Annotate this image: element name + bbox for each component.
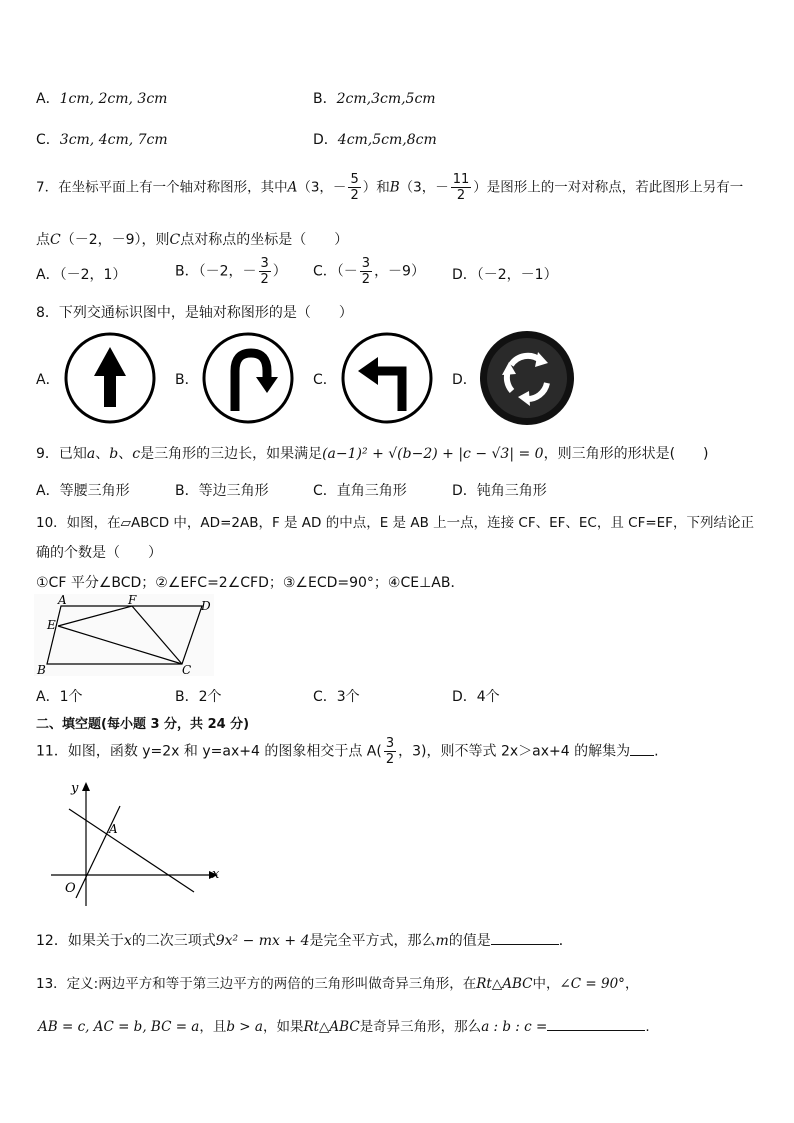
fig-label-b: B [37,663,46,676]
q9-text: 9．已知 [36,446,87,462]
function-graph-figure [44,776,224,912]
fraction-numerator: 3 [361,256,371,271]
q7-option-c-text: C．（－ [313,263,358,280]
q7-line1 [36,172,743,203]
q7-option-c-text: ，－9） [374,263,425,280]
axis-label-y: y [71,781,79,796]
fraction-numerator: 3 [385,736,395,751]
q6-option-d-text: 4cm,5cm,8cm [337,132,437,148]
q9-text: 、 [95,446,110,462]
section-heading: 二、填空题(每小题 3 分，共 24 分) [36,717,250,732]
q7-option-c-fraction [360,256,372,287]
parallelogram-figure [34,594,214,676]
q6-option-b-label: B． [313,91,337,107]
q13-text: ， [624,976,639,992]
q7-fraction-b [451,172,472,203]
point-label-a: A [109,822,118,836]
q7-text: ）是图形上的一对对称点，若此图形上另有一 [473,179,744,196]
fig-label-c: C [182,663,192,676]
q7-text: （3，－ [399,179,449,196]
q13-triangle: Rt△ABC [476,976,533,992]
fraction-numerator: 11 [452,172,470,187]
fraction-denominator: 2 [456,188,466,203]
q6-option-a-text: 1cm, 2cm, 3cm [59,91,168,107]
q13-ratio: a : b : c = [481,1019,548,1035]
q13-triangle: Rt△ABC [303,1019,360,1035]
fig-label-e: E [47,618,56,632]
q6-option-c-label: C． [36,132,60,148]
q6-option-c [36,129,168,149]
answer-blank[interactable] [491,930,559,945]
q13-side-definitions: AB = c, AC = b, BC = a [38,1019,200,1035]
q7-option-a: A．（－2，1） [36,267,127,283]
q13-text: 13．定义:两边平方和等于第三边平方的两倍的三角形叫做奇异三角形，在 [36,976,477,992]
q12-text: ． [558,933,573,949]
q11-text: . [654,743,659,760]
q6-option-d-label: D． [313,132,338,148]
u-turn-sign-icon [201,331,295,425]
q13-text: . [645,1019,650,1035]
fig-label-a: A [58,594,67,607]
q7-option-c [313,256,425,287]
fraction-denominator: 2 [260,272,269,287]
q10-option-c: C．3个 [313,689,360,705]
fig-label-d: D [201,599,211,613]
q6-option-a [36,88,167,108]
q9-text: ，则三角形的形状是( ) [543,446,709,462]
q9-option-d: D．钝角三角形 [452,483,547,499]
answer-blank[interactable] [630,741,654,756]
fraction-denominator: 2 [350,188,359,203]
q12-text: 12．如果关于 [36,933,124,949]
q9-var-b: b [109,446,119,462]
q6-option-c-text: 3cm, 4cm, 7cm [59,132,168,148]
q8-option-d-label: D． [452,372,477,388]
q10-conclusions: ①CF 平分∠BCD；②∠EFC=2∠CFD；③∠ECD=90°；④CE⊥AB． [36,575,465,591]
q12-var-m: m [435,933,449,949]
q11-stem [36,736,659,767]
q6-option-a-label: A． [36,91,60,107]
q7-text: 7．在坐标平面上有一个轴对称图形，其中 [36,179,288,196]
q9-text: 是三角形的三边长，如果满足 [140,446,323,462]
fraction-numerator: 5 [350,172,359,187]
fraction-denominator: 2 [361,272,371,287]
q8-stem: 8．下列交通标识图中，是轴对称图形的是（ ） [36,305,353,321]
q6-option-b [313,88,436,108]
q12-text: 的值是 [448,933,491,949]
q7-option-b [175,256,287,287]
q7-point-c: C [50,232,61,248]
q10-option-d: D．4个 [452,689,500,705]
up-arrow-sign-icon [63,331,157,425]
q8-option-c-label: C． [313,372,337,388]
q8-option-b-label: B． [175,372,199,388]
q7-text: 点对称点的坐标是（ ） [180,232,349,248]
q9-text: 、 [118,446,133,462]
q7-point-b: B [389,179,400,196]
q10-option-b: B．2个 [175,689,222,705]
q9-var-a: a [86,446,96,462]
q7-fraction-a [348,172,360,203]
q9-formula: (a−1)² + √(b−2) + |c − √3| = 0 [322,446,544,462]
roundabout-sign-icon [478,329,576,427]
q12-text: 是完全平方式，那么 [309,933,436,949]
q7-text: ）和 [362,179,390,196]
fraction-denominator: 2 [385,752,395,767]
q12-expression: 9x² − mx + 4 [215,933,310,949]
q9-option-c: C．直角三角形 [313,483,407,499]
q7-point-a: A [287,179,298,196]
q7-option-d: D．（－2，－1） [452,267,558,283]
q9-stem [36,443,709,463]
fig-label-f: F [128,594,137,607]
q12-var-x: x [123,933,132,949]
q6-option-b-text: 2cm,3cm,5cm [336,91,436,107]
axis-label-x: x [212,867,220,882]
q10-option-a: A．1个 [36,689,83,705]
q7-option-b-text: B．（－2，－ [175,263,257,280]
q7-text: （3，－ [297,179,347,196]
q13-text: 是奇异三角形，那么 [359,1019,482,1035]
q13-text: ，且 [199,1019,227,1035]
q13-condition: b > a [226,1019,263,1035]
q13-angle: ∠C = 90° [559,976,625,992]
q11-text: 11．如图，函数 y=2x 和 y=ax+4 的图象相交于点 A( [36,743,382,760]
q8-option-a-label: A． [36,372,60,388]
q7-line2 [36,229,348,249]
q13-text: 中， [532,976,560,992]
q6-option-d [313,129,437,149]
q12-text: 的二次三项式 [131,933,216,949]
q7-text: （－2，－9），则 [60,232,170,248]
q12-stem [36,930,573,950]
q7-option-b-fraction [259,256,271,287]
origin-label: O [65,881,76,896]
q9-option-a: A．等腰三角形 [36,483,130,499]
q9-option-b: B．等边三角形 [175,483,269,499]
q11-text: ，3)，则不等式 2x＞ax+4 的解集为 [398,743,631,760]
q10-line1: 10．如图，在▱ABCD 中，AD=2AB，F 是 AD 的中点，E 是 AB 上一点，连接 CF、EF、EC，且 CF=EF，下列结论正 [36,515,754,531]
q7-option-b-text: ） [272,263,287,280]
q13-text: ，如果 [262,1019,304,1035]
q11-fraction [384,736,396,767]
q7-text: 点 [36,232,50,248]
q9-var-c: c [132,446,141,462]
q13-line2 [38,1015,650,1035]
left-turn-sign-icon [340,331,434,425]
fraction-numerator: 3 [260,256,269,271]
answer-blank[interactable] [547,1016,645,1031]
q13-line1 [36,972,638,992]
q10-line2: 确的个数是（ ） [36,545,162,561]
q7-point-c: C [169,232,181,248]
